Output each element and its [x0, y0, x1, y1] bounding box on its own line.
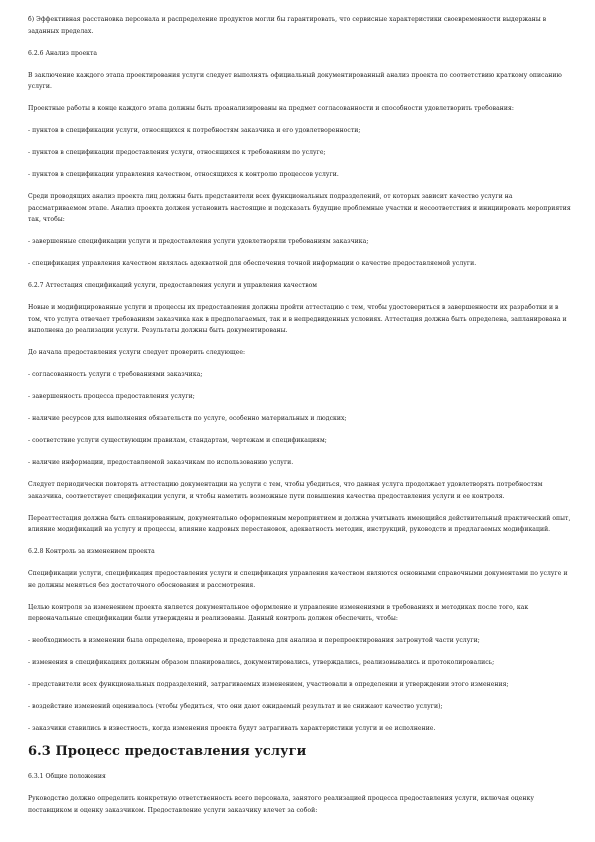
list-item: - согласованность услуги с требованиями заказчика;: [28, 371, 203, 378]
list-item: - представители всех функциональных подразделений, затрагиваемых изменением, участвовали в определении и утверждении этого изменения;: [28, 681, 509, 688]
section-heading-6-2-7: 6.2.7 Аттестация спецификаций услуги, предоставления услуги и управления качеством: [28, 282, 318, 289]
paragraph: Спецификации услуги, спецификация предоставления услуги и спецификация управления качеством являются основными справочными документами по услуге и не должны меняться без достаточного обоснования и рассмотрения.: [28, 570, 568, 589]
list-item: - наличие информации, предоставляемой заказчикам по использованию услуги.: [28, 459, 294, 466]
section-heading-6-2-8: 6.2.8 Контроль за изменением проекта: [28, 548, 155, 555]
list-item: - завершенность процесса предоставления услуги;: [28, 393, 195, 400]
list-item: - завершенные спецификации услуги и предоставления услуги удовлетворяли требованиям заказчика;: [28, 238, 369, 245]
paragraph: Целью контроля за изменением проекта является документальное оформление и управление изменениями в требованиях и методиках после того, как первоначальные спецификации были утверждены и реализованы. Данный контроль должен обеспечить, чтобы:: [28, 603, 529, 622]
section-heading-6-2-6: 6.2.6 Анализ проекта: [28, 49, 97, 57]
paragraph: Руководство должно определить конкретную ответственность всего персонала, занятого реализацией процесса предоставления услуги, включая оценку поставщиком и оценку заказчиком. Предоставление услуги заказчику влечет за собой:: [28, 795, 534, 814]
list-item: - наличие ресурсов для выполнения обязательств по услуге, особенно материальных и людских;: [28, 415, 347, 422]
paragraph: Новые и модифицированные услуги и процессы их предоставления должны пройти аттестацию с тем, чтобы удостовериться в завершенности их разработки и в том, что услуга отвечает требованиям заказчика как в предполагаемых, так и в непредвиденных условиях. Аттестация должна быть определена, запланирована и выполнена до реализации услуги. Результаты должны быть документированы.: [28, 304, 567, 334]
section-heading-6-3-1: 6.3.1 Общие положения: [28, 773, 106, 780]
document-page: [28, 14, 572, 827]
paragraph-intro-b: б) Эффективная расстановка персонала и распределение продуктов могли бы гарантировать, что сервисные характеристики своевременности выдержаны в заданных пределах.: [28, 16, 547, 35]
list-item: - изменения в спецификациях должным образом планировались, документировались, утверждались, реализовывались и протоколировались;: [28, 659, 495, 666]
paragraph: Проектные работы в конце каждого этапа должны быть проанализированы на предмет согласованности и способности удовлетворить требования:: [28, 105, 514, 112]
list-item: - воздействие изменений оценивалось (чтобы убедиться, что они дают ожидаемый результат и не снижают качество услуги);: [28, 703, 443, 710]
paragraph: В заключение каждого этапа проектирования услуги следует выполнять официальный документированный анализ проекта по соответствию краткому описанию услуги.: [28, 71, 562, 90]
paragraph: Следует периодически повторять аттестацию документации на услуги с тем, чтобы убедиться, что данная услуга продолжает удовлетворять потребностям заказчика, соответствует спецификации услуги, и чтобы наметить возможные пути повышения качества предоставления услуги и ее контроля.: [28, 481, 543, 500]
section-title-6-3: 6.3 Процесс предоставления услуги: [28, 744, 307, 759]
list-item: - спецификация управления качеством являлась адекватной для обеспечения точной информации о качестве предоставляемой услуги.: [28, 260, 477, 267]
list-item: - необходимость в изменении была определена, проверена и представлена для анализа и перепроектирования затронутой части услуги;: [28, 637, 480, 644]
list-item: - пунктов в спецификации услуги, относящихся к потребностям заказчика и его удовлетворенности;: [28, 127, 361, 134]
paragraph: Среди проводящих анализ проекта лиц должны быть представители всех функциональных подразделений, от которых зависит качество услуги на рассматриваемом этапе. Анализ проекта должен установить настоящие и подсказать будущие проблемные участки и несоответствия и инициировать мероприятия так, чтобы:: [28, 193, 571, 223]
list-item: - пунктов в спецификации управления качеством, относящихся к контролю процессов услуги.: [28, 171, 339, 178]
list-item: - пунктов в спецификации предоставления услуги, относящихся к требованиям по услуге;: [28, 149, 326, 156]
paragraph: Переаттестация должна быть спланированным, документально оформленным мероприятием и должна учитывать имеющийся действительный практический опыт, влияние модификаций на услугу и процессы, влияние кадровых перестановок, адекватность методик, инструкций, руководств и предлагаемых модификаций.: [28, 514, 571, 533]
paragraph: До начала предоставления услуги следует проверить следующее:: [28, 349, 246, 356]
list-item: - заказчики ставились в известность, когда изменения проекта будут затрагивать характеристики услуги и ее исполнение.: [28, 725, 436, 732]
list-item: - соответствие услуги существующим правилам, стандартам, чертежам и спецификациям;: [28, 437, 327, 444]
